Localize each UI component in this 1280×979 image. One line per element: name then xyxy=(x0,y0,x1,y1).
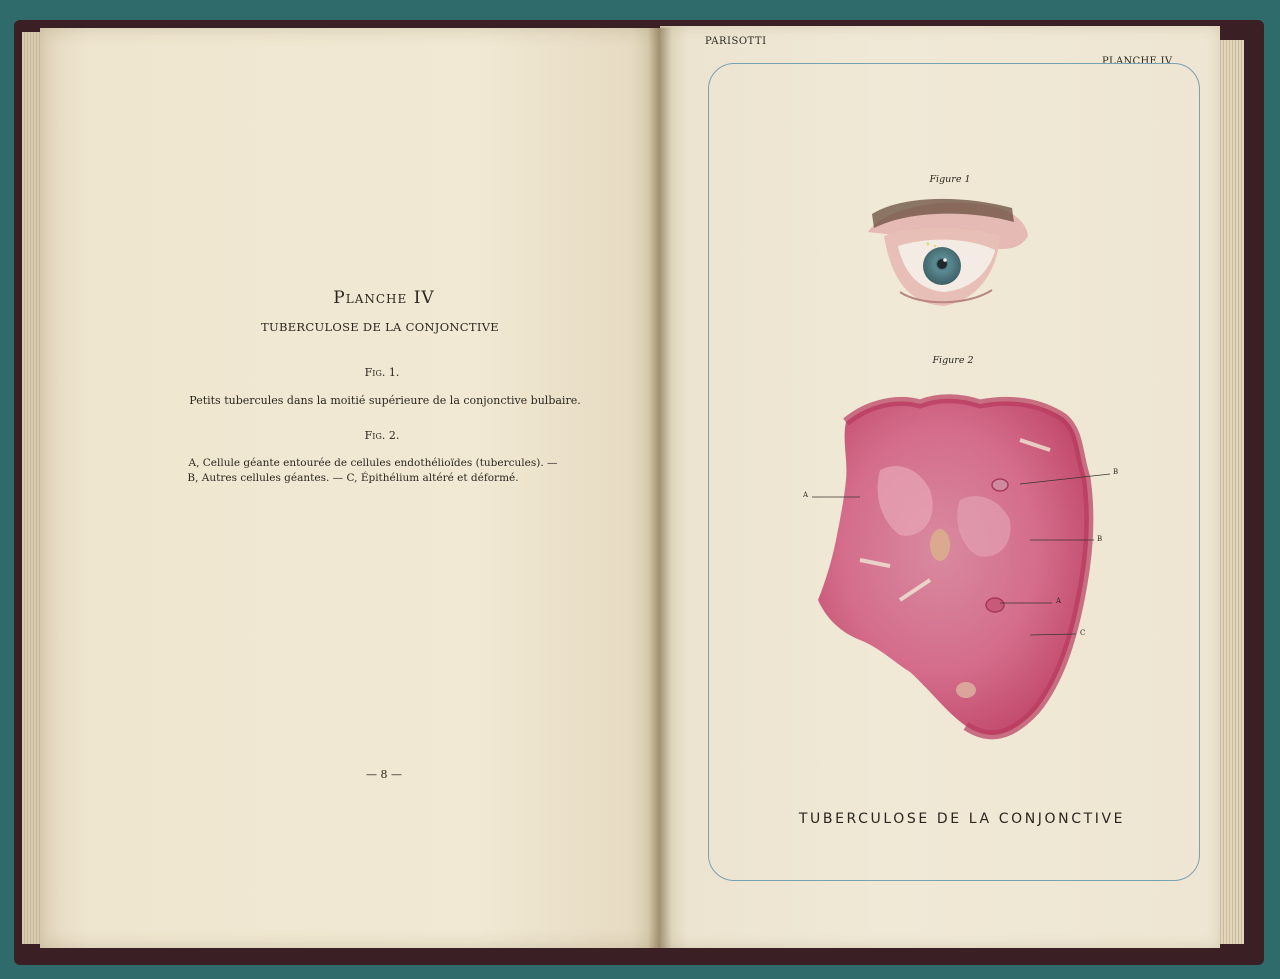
fig2-description-line2: B, Autres cellules géantes. — C, Épithélium altéré et déformé. xyxy=(187,472,519,484)
label-c: C xyxy=(1080,629,1086,637)
label-b-middle: B xyxy=(1097,535,1103,543)
figure2-caption: Figure 2 xyxy=(932,355,974,366)
fig1-label: Fig. 1. xyxy=(364,366,400,379)
plate-heading: Planche IV xyxy=(333,288,435,308)
fig2-label: Fig. 2. xyxy=(364,429,400,442)
fig1-description: Petits tubercules dans la moitié supérieure de la conjonctive bulbaire. xyxy=(189,394,581,407)
fig2-description-line1: A, Cellule géante entourée de cellules endothélioïdes (tubercules). — xyxy=(188,457,558,469)
running-head-author: PARISOTTI xyxy=(705,36,767,47)
label-a-left: A xyxy=(803,491,809,499)
label-b-top: B xyxy=(1113,468,1119,476)
tissue-section-illustration xyxy=(818,399,1089,735)
label-a-right: A xyxy=(1056,597,1062,605)
eye-illustration xyxy=(868,199,1028,306)
running-head-plate: PLANCHE IV xyxy=(1102,56,1173,67)
page-number: — 8 — xyxy=(366,768,402,781)
figure1-caption: Figure 1 xyxy=(929,174,971,185)
plate-title: TUBERCULOSE DE LA CONJONCTIVE xyxy=(798,811,1126,827)
plate-subtitle: TUBERCULOSE DE LA CONJONCTIVE xyxy=(260,320,500,334)
